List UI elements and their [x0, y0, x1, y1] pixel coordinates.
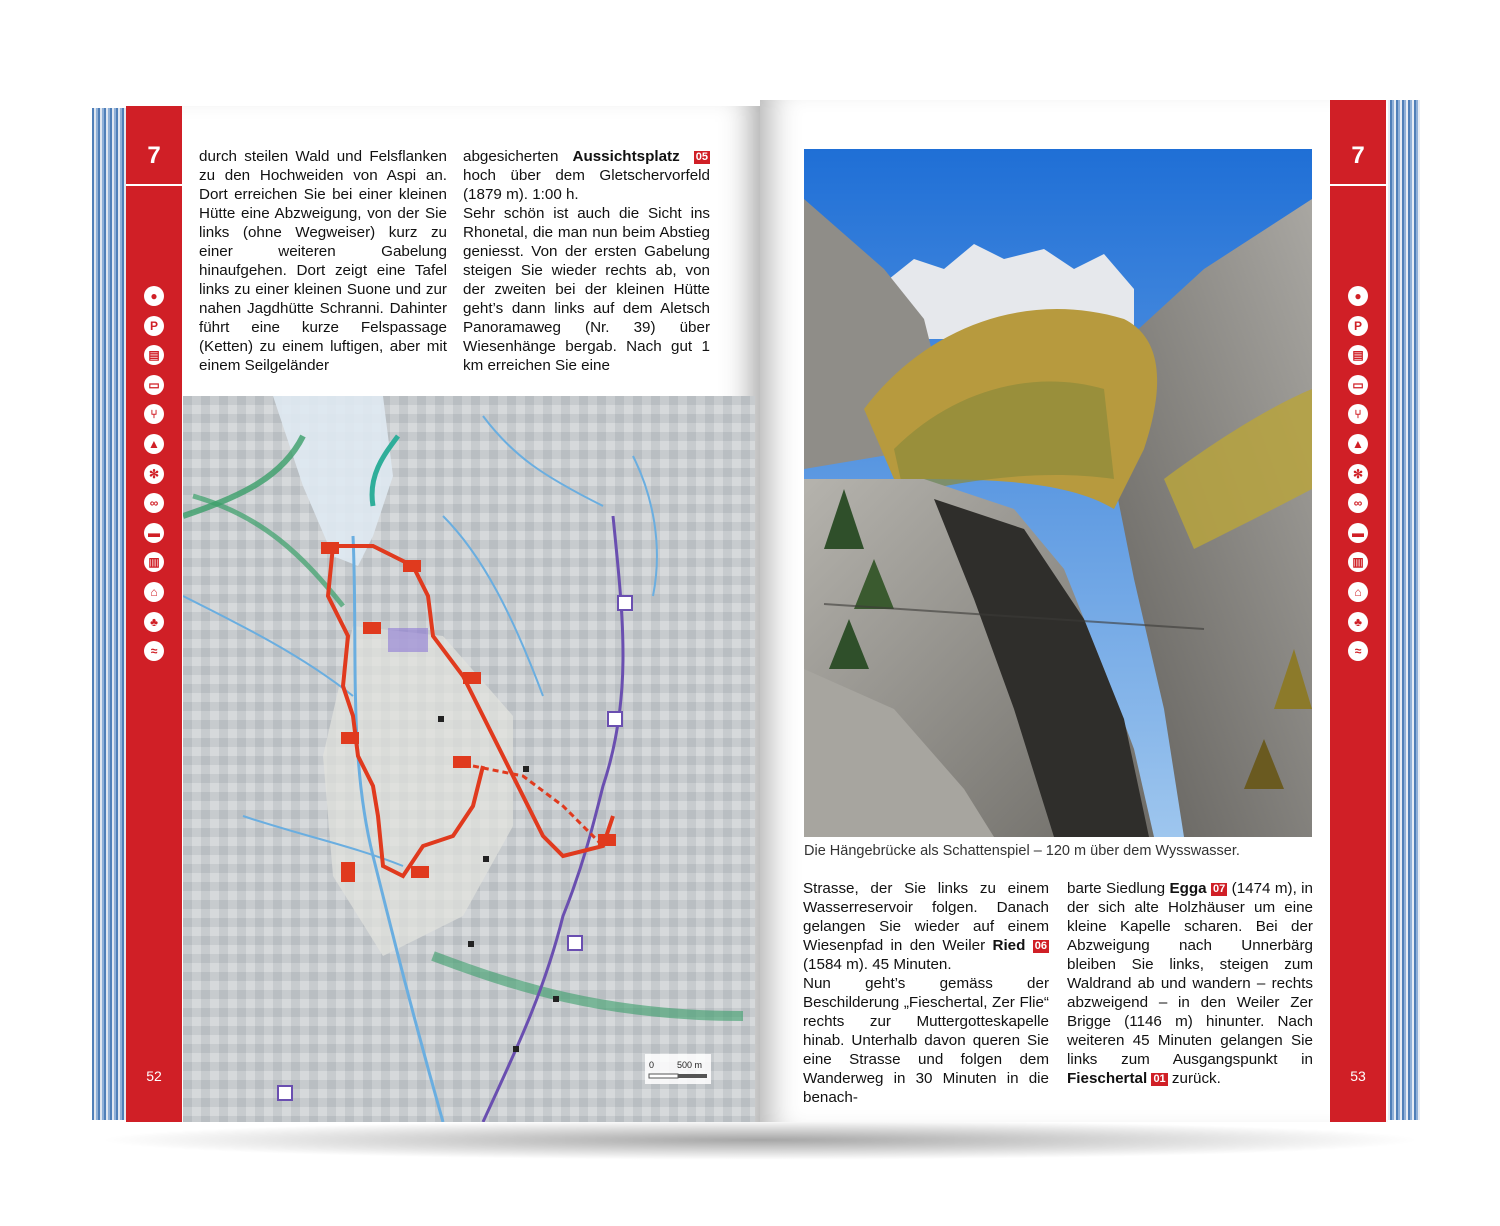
- place-name: Fieschertal: [1067, 1070, 1148, 1087]
- right-text-column-1: [803, 879, 1049, 1107]
- monument-icon: ⌂: [144, 582, 164, 602]
- waypoint-tag: 01: [1153, 1073, 1166, 1085]
- paragraph: Sehr schön ist auch die Sicht ins Rhonetal, die man nun beim Abstieg geniesst. Von der ersten Gabelung steigen Sie wieder rechts ab, von der zweiten bei der kleinen Hütte geht’s dann links auf dem Aletsch Panoramaweg (Nr. 39) über Wiesenhänge bergab. Nach gut 1 km erreichen Sie eine: [463, 205, 710, 374]
- gorge-photo: [804, 149, 1312, 837]
- hut-icon: ▲: [1348, 434, 1368, 454]
- tree-icon: ♣: [144, 612, 164, 632]
- restaurant-icon: ⑂: [1348, 404, 1368, 424]
- map-graphic: [183, 396, 755, 1122]
- text-span: hoch über dem Gletschervorfeld (1879 m). 1:00 h.: [463, 167, 710, 203]
- right-text-column-2: [1067, 879, 1313, 1088]
- book-shadow: [95, 1120, 1425, 1160]
- chapter-divider: [126, 184, 182, 186]
- left-chapter-bar: [126, 106, 182, 1122]
- text-span: zurück.: [1167, 1070, 1221, 1087]
- waypoint-tag: 05: [695, 151, 708, 163]
- book-edge-left: [92, 108, 126, 1120]
- paragraph: durch steilen Wald und Felsflanken zu den Hochweiden von Aspi an. Dort erreichen Sie bei einer kleinen Hütte eine Abzweigung, von der Sie links (ohne Wegweiser) kurz zu einer weiteren Gabelung hinaufgehen. Dort zeigt eine Tafel links zu einer kleinen Suone und zur nahen Jagdhütte Schranni. Dahinter führt eine kurze Felspassage (Ketten) zu einem luftigen, aber mit einem Seilgeländer: [199, 148, 447, 374]
- book-edge-right: [1386, 100, 1420, 1120]
- text-span: (1584 m). 45 Minuten.: [803, 956, 952, 973]
- restaurant-icon: ⑂: [144, 404, 164, 424]
- waypoint-tag: 07: [1213, 883, 1226, 895]
- map-scale-distance: 500 m: [677, 1060, 703, 1070]
- tree-icon: ♣: [1348, 612, 1368, 632]
- place-name: Aussichtsplatz: [572, 148, 680, 165]
- cable-car-icon: ▭: [1348, 375, 1368, 395]
- museum-icon: ▥: [1348, 552, 1368, 572]
- icon-column-right: [1330, 286, 1386, 671]
- photo-graphic: [804, 149, 1312, 837]
- left-text-column-2: [463, 147, 710, 375]
- bus-icon: ▤: [144, 345, 164, 365]
- parking-icon: P: [144, 316, 164, 336]
- bed-icon: ▬: [144, 523, 164, 543]
- waypoint-tag: 06: [1034, 940, 1047, 952]
- text-span: (1474 m), in der sich alte Holzhäuser um eine kleine Kapelle scharen. Bei der Abzweigung nach Unnerbärg bleiben Sie links, steigen zum Waldrand ab und wandern – rechts abzweigend – in den Weiler Zer Brigge (1146 m) hinunter. Nach weiteren 45 Minuten gelangen Sie links zum Ausgangspunkt in: [1067, 880, 1313, 1068]
- chapter-divider: [1330, 184, 1386, 186]
- paragraph: [803, 879, 1049, 974]
- bicycle-icon: ∞: [144, 493, 164, 513]
- right-chapter-bar: [1330, 100, 1386, 1122]
- paragraph: [1067, 879, 1313, 1088]
- bed-icon: ▬: [1348, 523, 1368, 543]
- swimming-icon: ≈: [1348, 641, 1368, 661]
- place-name: Egga: [1169, 880, 1207, 897]
- bear-icon: ●: [144, 286, 164, 306]
- parking-icon: P: [1348, 316, 1368, 336]
- museum-icon: ▥: [144, 552, 164, 572]
- page-number-left: 52: [146, 1068, 162, 1084]
- hut-icon: ▲: [144, 434, 164, 454]
- photo-caption: Die Hängebrücke als Schattenspiel – 120 m über dem Wysswasser.: [804, 843, 1240, 859]
- page-number-right: 53: [1350, 1068, 1366, 1084]
- bicycle-icon: ∞: [1348, 493, 1368, 513]
- chapter-number: 7: [1351, 142, 1365, 169]
- paragraph: Nun geht’s gemäss der Beschilderung „Fieschertal, Zer Flie“ rechts zur Muttergotteskapelle hinab. Unterhalb davon queren Sie eine Strasse und folgen dem Wanderweg in 30 Minuten in die benach-: [803, 975, 1049, 1106]
- paragraph: [463, 147, 710, 204]
- bear-icon: ●: [1348, 286, 1368, 306]
- icon-column-left: [126, 286, 182, 671]
- hiking-map: [183, 396, 755, 1122]
- text-span: barte Siedlung: [1067, 880, 1170, 897]
- bus-icon: ▤: [1348, 345, 1368, 365]
- text-span: Strasse, der Sie links zu einem Wasserreservoir folgen. Danach gelangen Sie wieder auf einem Wiesenpfad in den Weiler: [803, 880, 1049, 954]
- snowflake-icon: ✻: [1348, 464, 1368, 484]
- snowflake-icon: ✻: [144, 464, 164, 484]
- swimming-icon: ≈: [144, 641, 164, 661]
- left-text-column-1: [199, 147, 447, 375]
- monument-icon: ⌂: [1348, 582, 1368, 602]
- cable-car-icon: ▭: [144, 375, 164, 395]
- chapter-number: 7: [147, 142, 161, 169]
- text-span: abgesicherten: [463, 148, 573, 165]
- map-scale-zero: 0: [649, 1060, 655, 1070]
- place-name: Ried: [992, 937, 1026, 954]
